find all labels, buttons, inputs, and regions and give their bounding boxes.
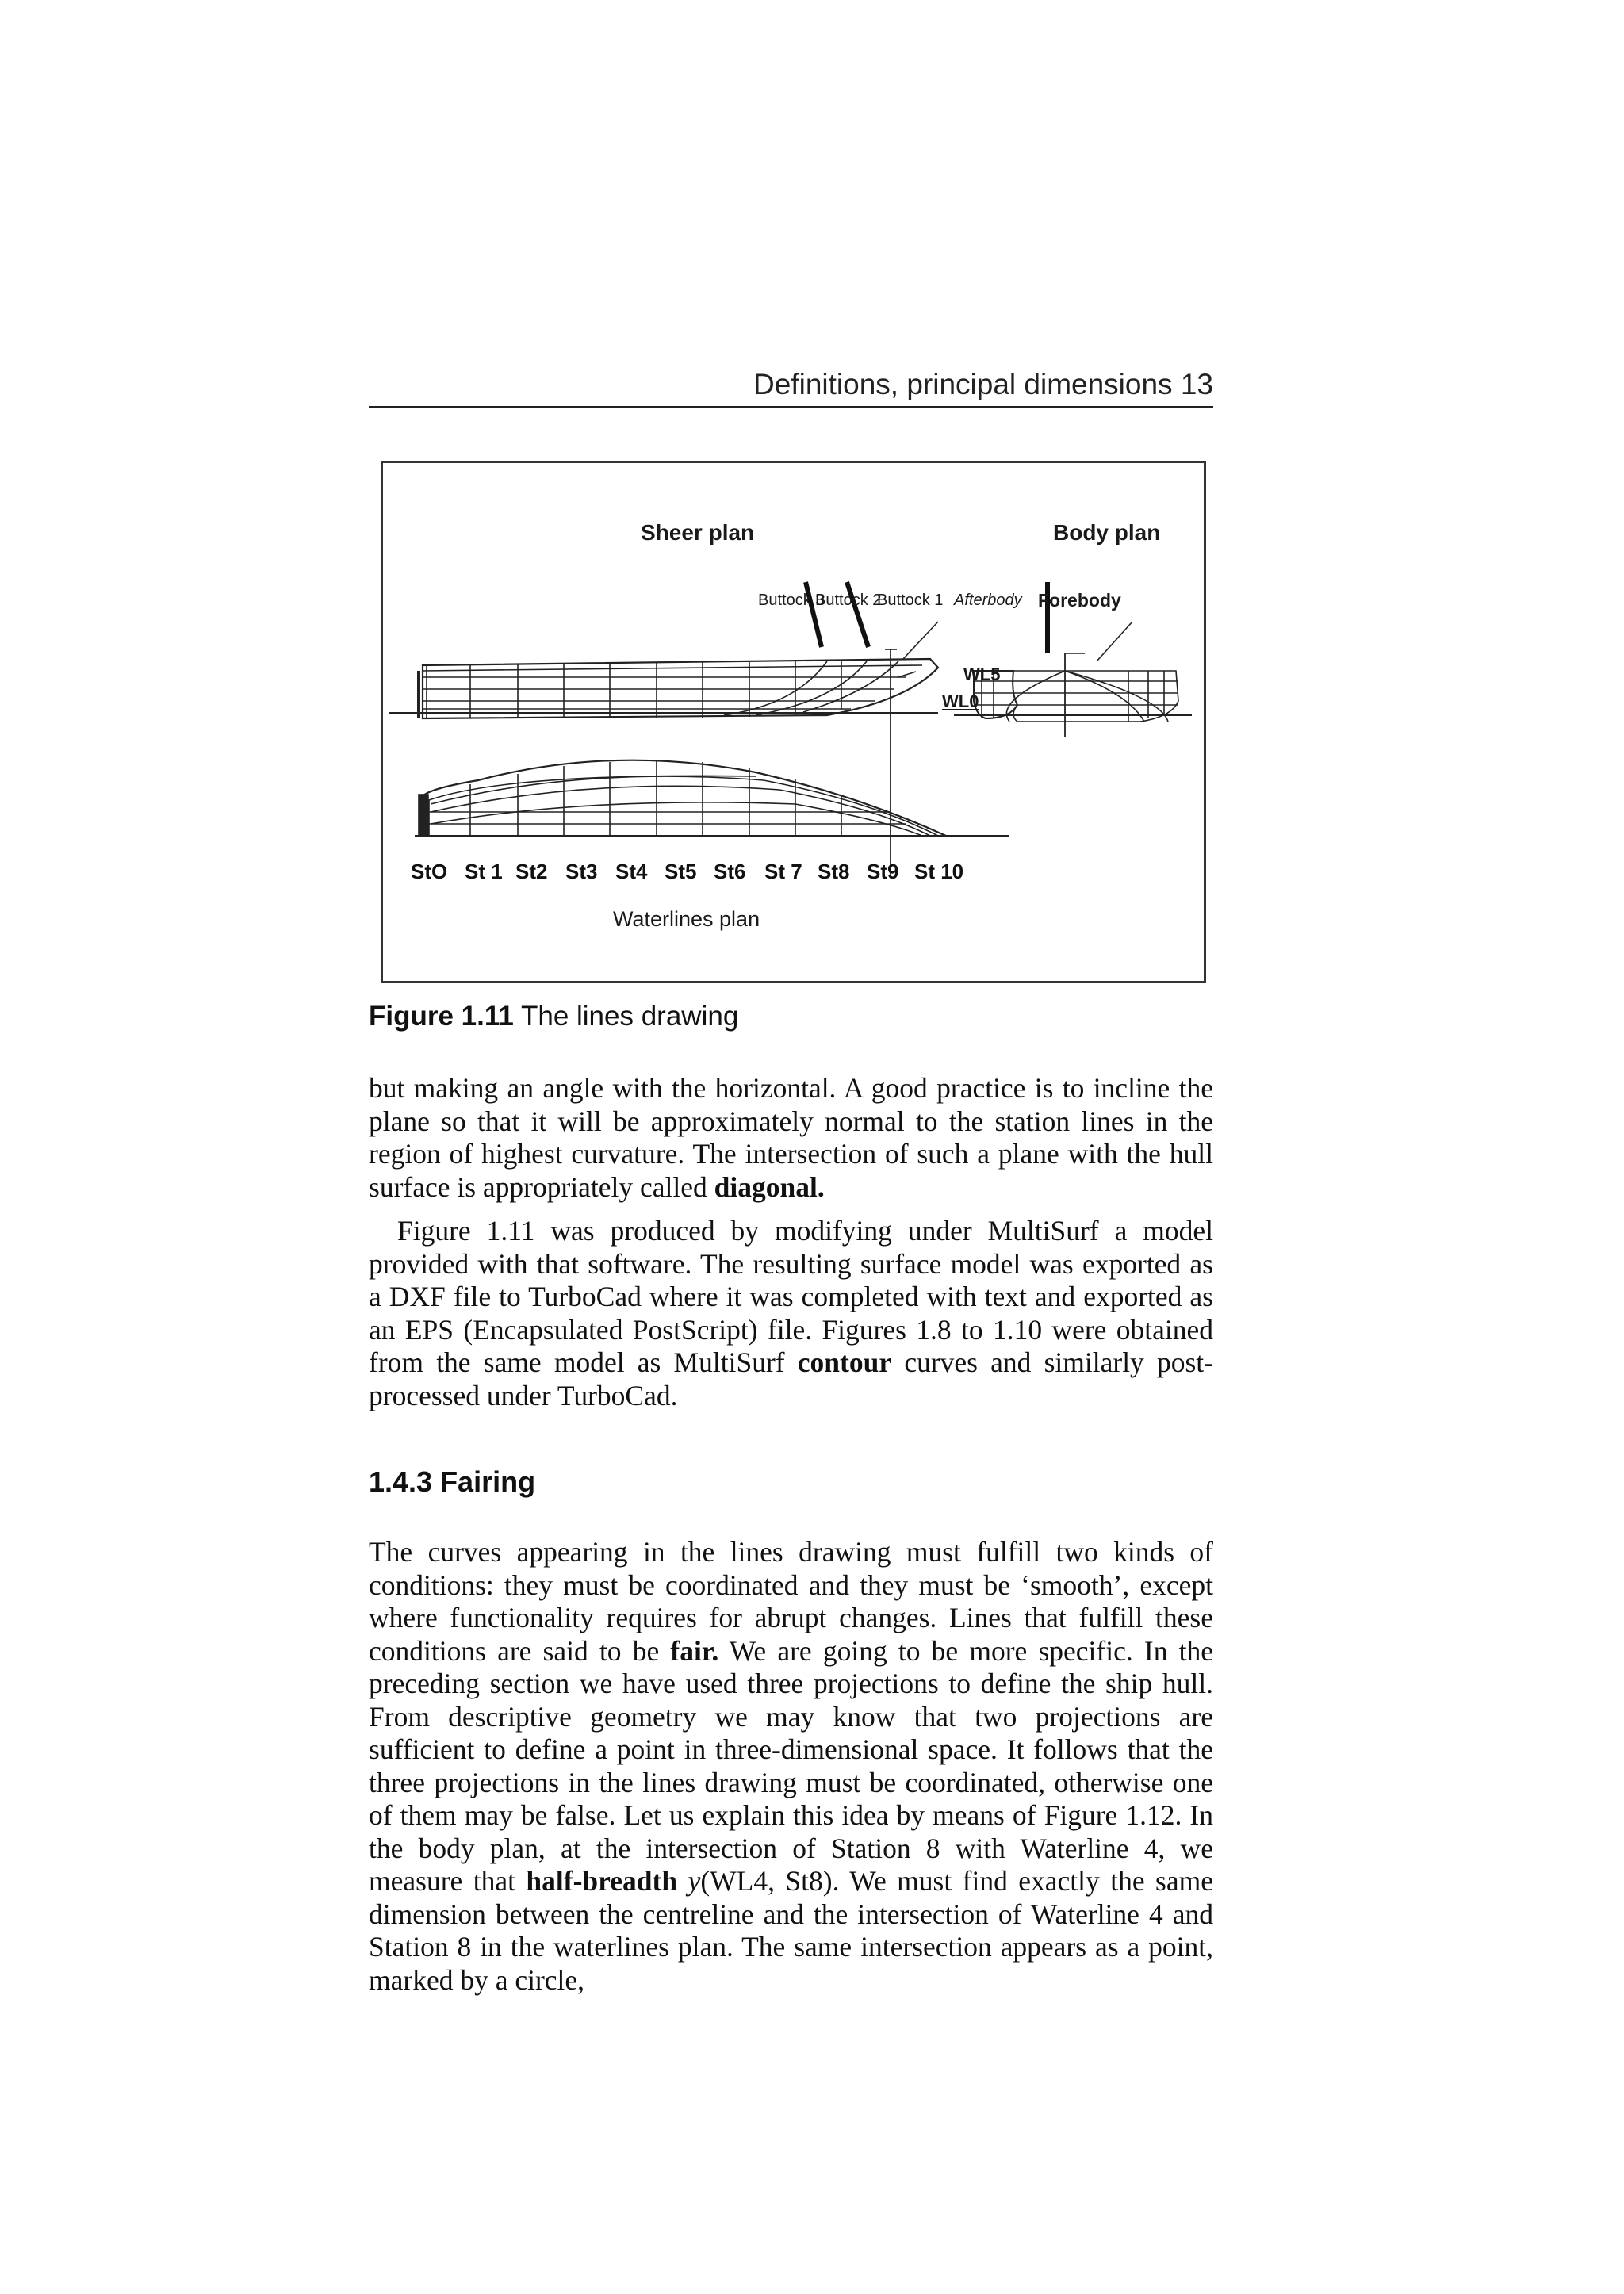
buttock-1-label: Buttock 1 <box>877 592 944 609</box>
paragraph-diagonal <box>369 1072 1213 1204</box>
sheer-plan-drawing <box>389 622 938 875</box>
running-title: Definitions, principal dimensions <box>753 368 1173 400</box>
p3-text-b: We are going to be more specific. In the preceding section we have used three projections to define the ship hull. From descriptive geometry we may know that two projections are sufficient to define a point in three-dimensional space. It follows that the three projections in the lines drawing must be coordinated, otherwise one of them may be false. Let us explain this idea by means of Figure 1.12. In the body plan, at the intersection of Station 8 with Waterline 4, we measure that <box>369 1634 1213 1897</box>
running-head <box>369 368 1213 401</box>
term-diagonal: diagonal. <box>714 1170 825 1203</box>
p2-text-a: Figure 1.11 was produced by modifying under MultiSurf a model provided with that software. The resulting surface model was exported as a DXF file to TurboCad where it was completed with text and exported as an EPS (Encapsulated PostScript) file. Figures 1.8 to 1.10 were obtained from the same model as MultiSurf <box>369 1215 1213 1378</box>
p2-text-b: curves and similarly post-processed under TurboCad. <box>369 1346 1213 1411</box>
station-label: St 7 <box>764 860 802 883</box>
body-plan-label: Body plan <box>1053 520 1161 545</box>
p3-text-c: (WL4, St8). We must find exactly the same dimension between the centreline and the intersection of Waterline 4 and Station 8 in the waterlines plan. The same intersection appears as a point, marked by a circle, <box>369 1865 1213 1996</box>
p1-text: but making an angle with the horizontal. A good practice is to incline the plane so that it will be approximately normal to the station lines in the region of highest curvature. The intersection of such a plane with the hull surface is appropriately called <box>369 1072 1213 1203</box>
header-rule <box>369 406 1213 408</box>
waterline-5-label: WL5 <box>963 664 1001 684</box>
waterlines-plan-drawing <box>415 760 1009 836</box>
station-label: St6 <box>714 860 746 883</box>
paragraph-figure-source <box>369 1215 1213 1412</box>
station-label: St 10 <box>914 860 964 883</box>
buttock-3-label: Buttock 3 <box>758 592 825 609</box>
symbol-y: y <box>688 1865 701 1897</box>
sheer-plan-label: Sheer plan <box>641 520 755 545</box>
station-label: St5 <box>665 860 697 883</box>
waterlines-plan-label: Waterlines plan <box>613 907 760 931</box>
figure-lines-drawing <box>381 461 1206 983</box>
caption-text: The lines drawing <box>520 1001 739 1032</box>
figure-caption <box>369 1001 738 1032</box>
buttock-2-label: Buttock 2 <box>815 592 882 609</box>
station-label: St3 <box>565 860 598 883</box>
forebody-label: Forebody <box>1038 590 1121 611</box>
waterline-0-label: WL0 <box>942 691 979 711</box>
station-label: St8 <box>818 860 850 883</box>
station-label: StO <box>411 860 448 883</box>
station-label: St 1 <box>465 860 503 883</box>
station-label: St4 <box>615 860 648 883</box>
section-heading: 1.4.3 Fairing <box>369 1465 536 1498</box>
term-half-breadth: half-breadth <box>526 1865 678 1897</box>
paragraph-fairing <box>369 1536 1213 1997</box>
p3-text-a: The curves appearing in the lines drawing must fulfill two kinds of conditions: they must be coordinated and they must be ‘smooth’, except where functionality requires for abrupt changes. Lines that fulfill these conditions are said to be <box>369 1536 1213 1667</box>
term-contour: contour <box>797 1346 892 1378</box>
caption-number: Figure 1.11 <box>369 1001 514 1032</box>
station-label: St2 <box>515 860 548 883</box>
term-fair: fair. <box>670 1634 719 1667</box>
afterbody-label: Afterbody <box>954 592 1022 609</box>
station-label: St9 <box>867 860 899 883</box>
page-number: 13 <box>1180 368 1213 400</box>
